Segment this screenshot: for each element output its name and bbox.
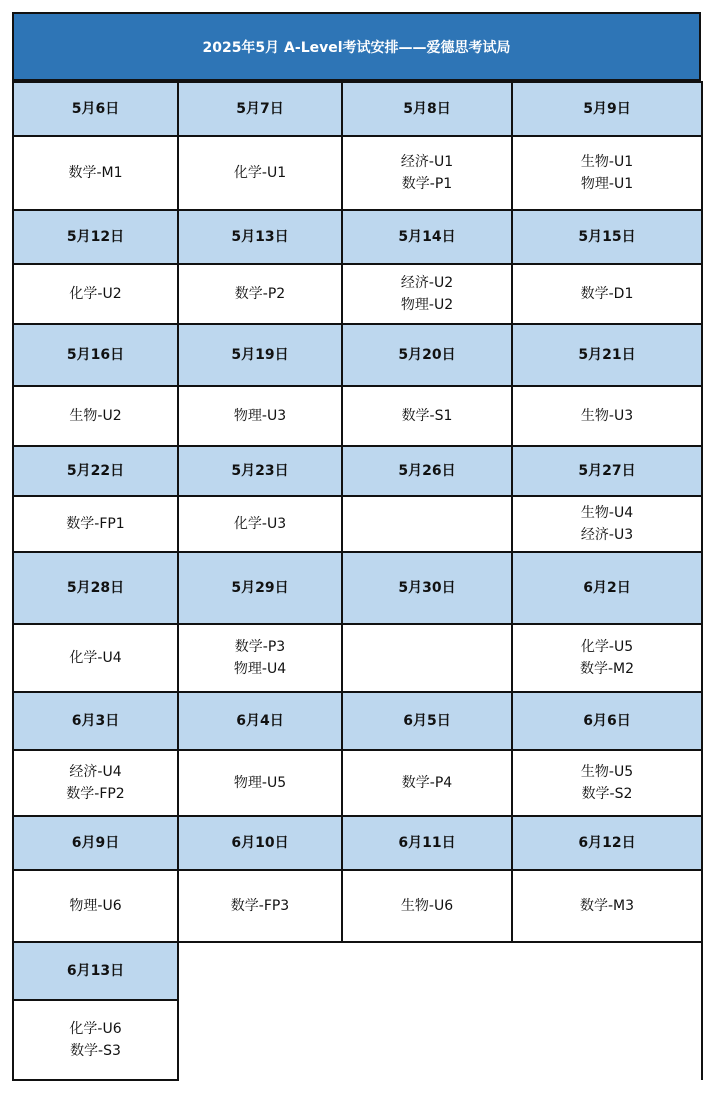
exam-entry: 物理-U3 bbox=[233, 408, 287, 424]
date-cell: 6月5日 bbox=[342, 692, 512, 750]
exam-cell bbox=[512, 496, 702, 552]
exam-entry: 数学-D1 bbox=[580, 286, 634, 302]
date-cell: 5月8日 bbox=[342, 82, 512, 136]
schedule-title-text: 2025年5月 A-Level考试安排——爱德思考试局 bbox=[202, 39, 511, 56]
date-row bbox=[13, 324, 702, 386]
date-cell: 5月9日 bbox=[512, 82, 702, 136]
date-row bbox=[13, 210, 702, 264]
exam-cell bbox=[342, 750, 512, 816]
exam-entry: 化学-U5 bbox=[580, 639, 634, 655]
exam-row bbox=[13, 136, 702, 210]
exam-cell bbox=[13, 870, 178, 942]
exam-cell bbox=[512, 624, 702, 692]
exam-entry: 数学-P1 bbox=[401, 176, 453, 192]
exam-entry: 生物-U3 bbox=[580, 408, 634, 424]
exam-cell bbox=[512, 870, 702, 942]
date-cell: 5月22日 bbox=[13, 446, 178, 496]
date-cell: 5月12日 bbox=[13, 210, 178, 264]
exam-cell bbox=[13, 386, 178, 446]
date-cell: 5月14日 bbox=[342, 210, 512, 264]
date-cell: 5月6日 bbox=[13, 82, 178, 136]
exam-entry: 物理-U2 bbox=[400, 297, 454, 313]
exam-cell bbox=[178, 750, 342, 816]
date-row bbox=[13, 446, 702, 496]
date-cell: 6月13日 bbox=[13, 942, 178, 1000]
exam-entry: 数学-P4 bbox=[401, 775, 453, 791]
exam-cell bbox=[13, 624, 178, 692]
date-cell: 6月6日 bbox=[512, 692, 702, 750]
exam-cell bbox=[13, 136, 178, 210]
exam-cell bbox=[178, 136, 342, 210]
exam-entry: 化学-U6 bbox=[69, 1021, 122, 1037]
exam-entry: 化学-U4 bbox=[69, 650, 122, 666]
exam-cell bbox=[342, 136, 512, 210]
date-cell: 6月10日 bbox=[178, 816, 342, 870]
exam-cell bbox=[342, 496, 512, 552]
date-cell: 5月7日 bbox=[178, 82, 342, 136]
exam-entry: 生物-U5 bbox=[580, 764, 634, 780]
exam-entry: 生物-U2 bbox=[69, 408, 122, 424]
exam-cell bbox=[13, 496, 178, 552]
date-cell: 6月4日 bbox=[178, 692, 342, 750]
date-cell: 5月21日 bbox=[512, 324, 702, 386]
exam-row bbox=[13, 264, 702, 324]
exam-cell bbox=[13, 264, 178, 324]
exam-entry: 物理-U4 bbox=[233, 661, 287, 677]
exam-entry: 数学-FP2 bbox=[66, 786, 125, 802]
exam-entry: 数学-S3 bbox=[70, 1043, 121, 1059]
date-cell: 6月11日 bbox=[342, 816, 512, 870]
exam-entry: 数学-P2 bbox=[234, 286, 286, 302]
exam-entry: 生物-U1 bbox=[580, 154, 634, 170]
exam-entry: 物理-U5 bbox=[233, 775, 287, 791]
exam-cell bbox=[342, 870, 512, 942]
date-cell: 5月20日 bbox=[342, 324, 512, 386]
date-cell: 5月27日 bbox=[512, 446, 702, 496]
empty-area bbox=[178, 942, 702, 1080]
exam-entry: 数学-FP1 bbox=[66, 516, 125, 532]
date-cell: 5月23日 bbox=[178, 446, 342, 496]
exam-entry: 数学-P3 bbox=[234, 639, 286, 655]
exam-entry: 数学-M3 bbox=[579, 898, 635, 914]
exam-entry: 数学-S2 bbox=[581, 786, 633, 802]
exam-entry: 经济-U1 bbox=[400, 154, 454, 170]
exam-entry: 经济-U2 bbox=[400, 275, 454, 291]
exam-cell bbox=[512, 750, 702, 816]
date-row bbox=[13, 552, 702, 624]
date-cell: 5月19日 bbox=[178, 324, 342, 386]
schedule-title bbox=[12, 12, 701, 81]
exam-entry: 化学-U2 bbox=[69, 286, 122, 302]
exam-entry: 经济-U3 bbox=[580, 527, 634, 543]
exam-cell bbox=[178, 386, 342, 446]
exam-cell bbox=[13, 750, 178, 816]
exam-cell bbox=[342, 264, 512, 324]
exam-cell bbox=[178, 264, 342, 324]
exam-entry: 化学-U3 bbox=[233, 516, 287, 532]
date-cell: 5月30日 bbox=[342, 552, 512, 624]
exam-entry: 数学-M2 bbox=[579, 661, 635, 677]
date-cell: 5月28日 bbox=[13, 552, 178, 624]
exam-row bbox=[13, 624, 702, 692]
date-cell: 5月16日 bbox=[13, 324, 178, 386]
exam-entry: 生物-U4 bbox=[580, 505, 634, 521]
exam-entry: 数学-FP3 bbox=[230, 898, 290, 914]
date-cell: 6月12日 bbox=[512, 816, 702, 870]
exam-row bbox=[13, 870, 702, 942]
date-row bbox=[13, 82, 702, 136]
exam-entry: 数学-M1 bbox=[68, 165, 123, 181]
exam-row bbox=[13, 496, 702, 552]
date-cell: 6月9日 bbox=[13, 816, 178, 870]
date-cell: 5月26日 bbox=[342, 446, 512, 496]
date-row bbox=[13, 692, 702, 750]
exam-cell bbox=[512, 136, 702, 210]
date-cell: 5月15日 bbox=[512, 210, 702, 264]
exam-entry: 生物-U6 bbox=[400, 898, 454, 914]
exam-entry: 物理-U1 bbox=[580, 176, 634, 192]
exam-row bbox=[13, 386, 702, 446]
exam-schedule-table bbox=[12, 81, 703, 1081]
date-row bbox=[13, 942, 702, 1000]
exam-row bbox=[13, 750, 702, 816]
date-row bbox=[13, 816, 702, 870]
exam-entry: 数学-S1 bbox=[401, 408, 453, 424]
exam-cell bbox=[178, 870, 342, 942]
date-cell: 6月3日 bbox=[13, 692, 178, 750]
exam-cell bbox=[178, 496, 342, 552]
exam-cell bbox=[512, 264, 702, 324]
exam-cell bbox=[13, 1000, 178, 1080]
exam-entry: 化学-U1 bbox=[233, 165, 287, 181]
date-cell: 6月2日 bbox=[512, 552, 702, 624]
date-cell: 5月13日 bbox=[178, 210, 342, 264]
exam-cell bbox=[342, 624, 512, 692]
exam-schedule-sheet bbox=[12, 12, 701, 1081]
exam-entry: 经济-U4 bbox=[69, 764, 122, 780]
date-cell: 5月29日 bbox=[178, 552, 342, 624]
exam-entry: 物理-U6 bbox=[69, 898, 122, 914]
exam-cell bbox=[342, 386, 512, 446]
exam-cell bbox=[178, 624, 342, 692]
exam-cell bbox=[512, 386, 702, 446]
